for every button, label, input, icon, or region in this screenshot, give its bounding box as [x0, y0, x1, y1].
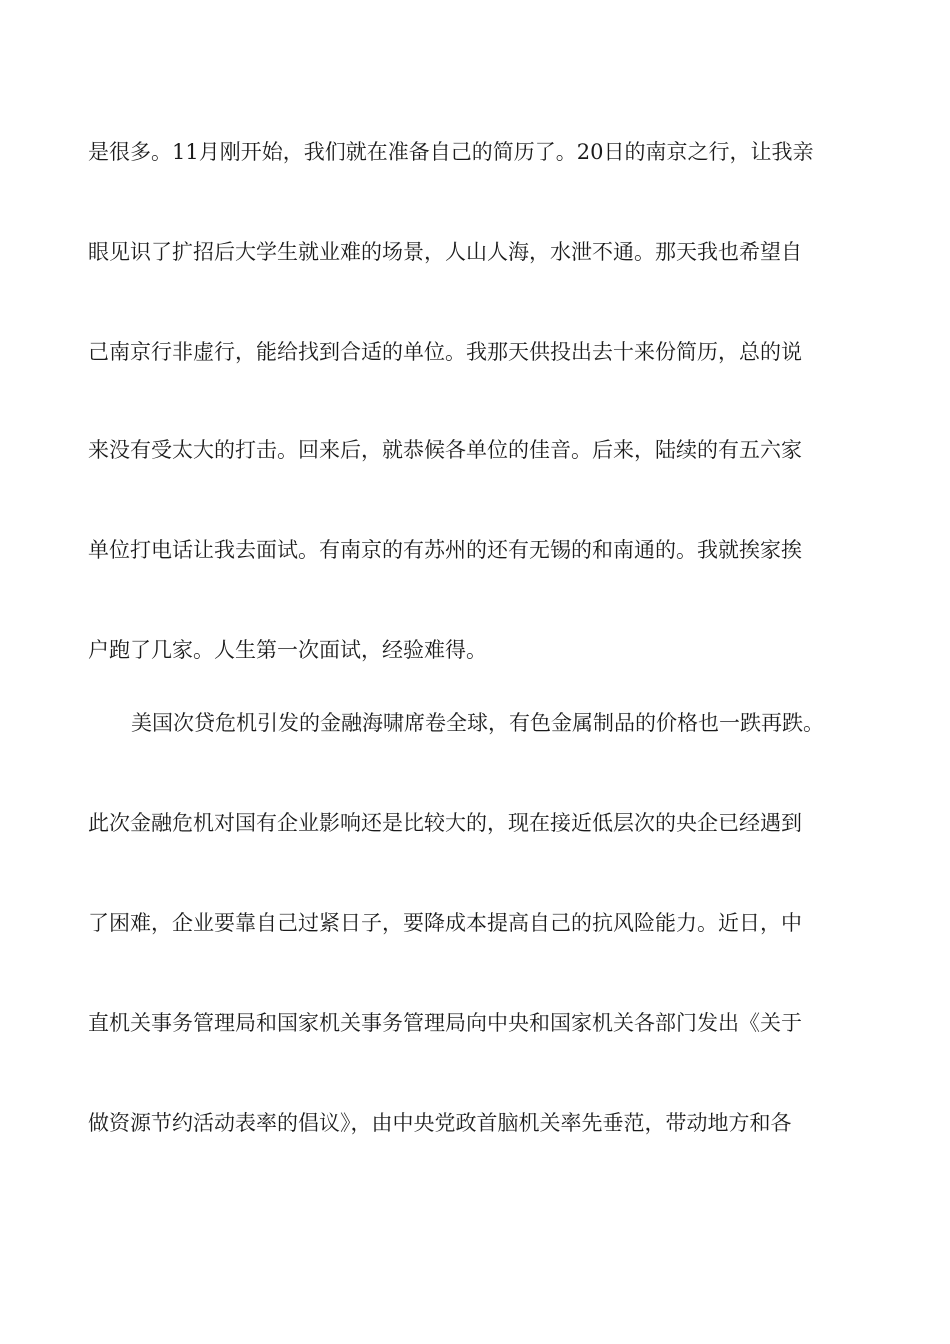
text-line: 户跑了几家。人生第一次面试，经验难得。	[88, 638, 487, 662]
text-line: 眼见识了扩招后大学生就业难的场景，人山人海，水泄不通。那天我也希望自	[88, 240, 802, 264]
text-line: 己南京行非虚行，能给找到合适的单位。我那天供投出去十来份简历，总的说	[88, 340, 802, 364]
text-line: 单位打电话让我去面试。有南京的有苏州的还有无锡的和南通的。我就挨家挨	[88, 538, 802, 562]
text-line: 了困难，企业要靠自己过紧日子，要降成本提高自己的抗风险能力。近日，中	[88, 911, 802, 935]
text-line: 此次金融危机对国有企业影响还是比较大的，现在接近低层次的央企已经遇到	[88, 811, 802, 835]
text-line: 是很多。11月刚开始，我们就在准备自己的简历了。20日的南京之行，让我亲	[88, 140, 814, 164]
text-line: 做资源节约活动表率的倡议》，由中央党政首脑机关率先垂范，带动地方和各	[88, 1111, 792, 1135]
text-line: 来没有受太大的打击。回来后，就恭候各单位的佳音。后来，陆续的有五六家	[88, 438, 802, 462]
text-line: 直机关事务管理局和国家机关事务管理局向中央和国家机关各部门发出《关于	[88, 1011, 802, 1035]
paragraph-first-line: 美国次贷危机引发的金融海啸席卷全球，有色金属制品的价格也一跌再跌。	[131, 711, 824, 735]
